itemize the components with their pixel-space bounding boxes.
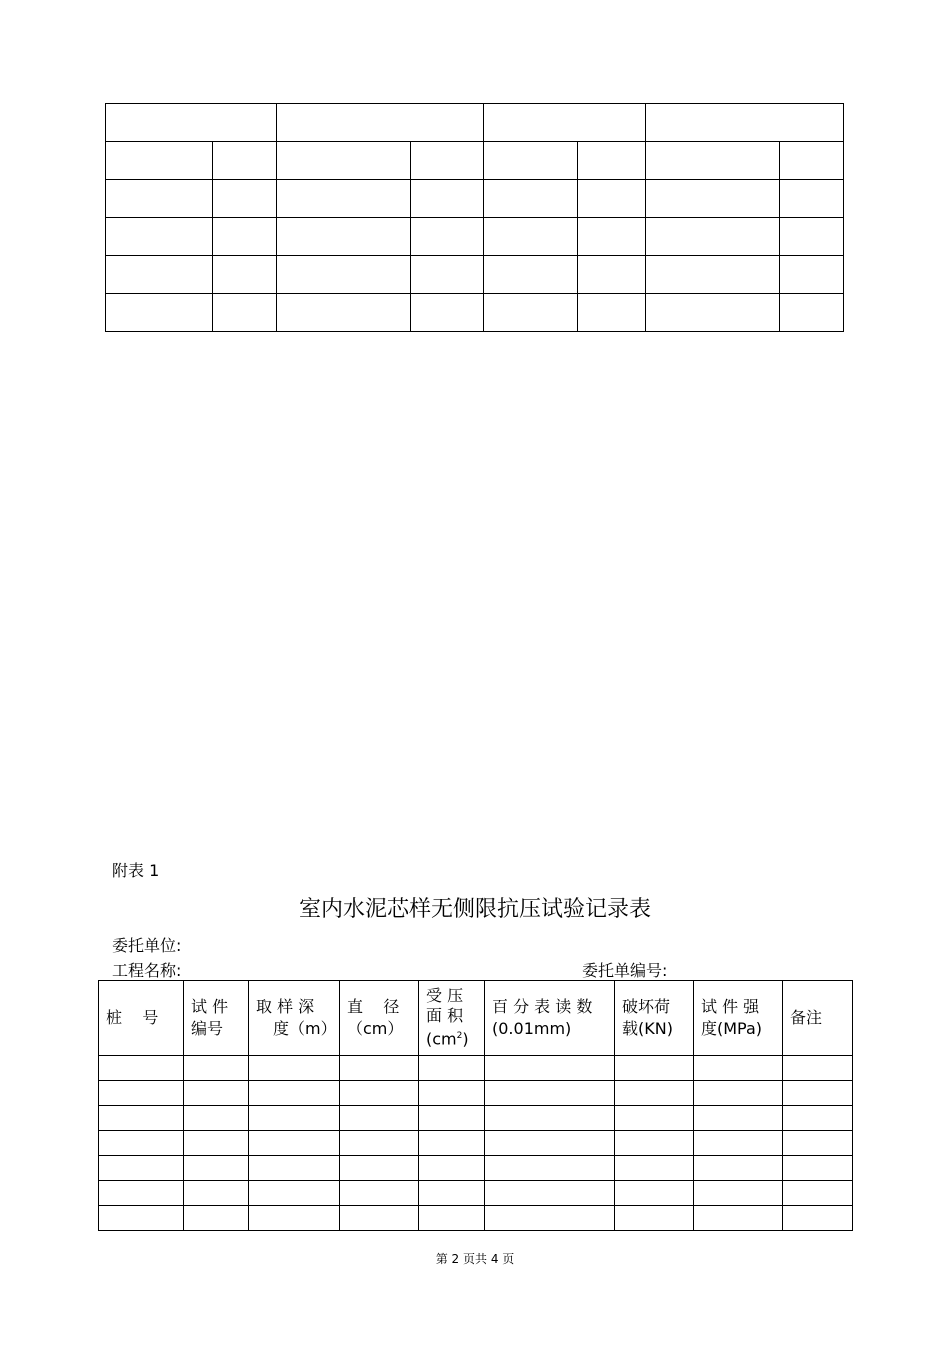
table-cell[interactable] <box>783 1181 853 1206</box>
table-cell[interactable] <box>340 1156 419 1181</box>
table-body <box>99 1056 853 1231</box>
header-sampling-depth: 取 样 深 度（m） <box>249 981 340 1056</box>
table-cell[interactable] <box>694 1131 783 1156</box>
header-compression-area: 受 压 面 积 $(cm^2)$ <box>419 981 485 1056</box>
table-cell[interactable] <box>783 1056 853 1081</box>
table-row <box>106 104 844 142</box>
top-empty-grid <box>105 103 844 332</box>
table-cell[interactable] <box>694 1206 783 1231</box>
test-record-table <box>98 980 853 1231</box>
table-cell[interactable] <box>184 1206 249 1231</box>
table-cell[interactable] <box>485 1081 615 1106</box>
client-field-label: 委托单位: <box>112 936 182 955</box>
table-row <box>99 1181 853 1206</box>
table-cell[interactable] <box>783 1106 853 1131</box>
table-cell[interactable] <box>184 1056 249 1081</box>
annex-label: 附表 1 <box>112 861 160 880</box>
table-cell[interactable] <box>184 1181 249 1206</box>
header-remarks: 备注 <box>783 981 853 1056</box>
project-field-label: 工程名称: <box>112 961 182 980</box>
table-cell[interactable] <box>99 1081 184 1106</box>
table-cell[interactable] <box>783 1156 853 1181</box>
table-cell[interactable] <box>783 1081 853 1106</box>
table-cell[interactable] <box>419 1056 485 1081</box>
header-diameter: 直 径 （cm） <box>340 981 419 1056</box>
table-cell[interactable] <box>419 1156 485 1181</box>
table-cell[interactable] <box>99 1206 184 1231</box>
table-cell[interactable] <box>615 1106 694 1131</box>
table-row <box>106 218 844 256</box>
table-cell[interactable] <box>340 1206 419 1231</box>
table-cell[interactable] <box>783 1206 853 1231</box>
table-header-row <box>99 981 853 1056</box>
table-cell[interactable] <box>99 1106 184 1131</box>
table-row <box>106 294 844 332</box>
table-cell[interactable] <box>184 1156 249 1181</box>
table-cell[interactable] <box>419 1106 485 1131</box>
table-cell[interactable] <box>99 1181 184 1206</box>
table-cell[interactable] <box>340 1131 419 1156</box>
table-cell[interactable] <box>485 1181 615 1206</box>
header-dial-reading: 百 分 表 读 数 (0.01mm) <box>485 981 615 1056</box>
table-cell[interactable] <box>419 1081 485 1106</box>
table-cell[interactable] <box>184 1081 249 1106</box>
table-cell[interactable] <box>485 1206 615 1231</box>
table-cell[interactable] <box>340 1181 419 1206</box>
table-cell[interactable] <box>615 1181 694 1206</box>
table-cell[interactable] <box>249 1206 340 1231</box>
table-cell[interactable] <box>340 1081 419 1106</box>
table-cell[interactable] <box>340 1056 419 1081</box>
table-row <box>99 1131 853 1156</box>
table-cell[interactable] <box>99 1131 184 1156</box>
header-failure-load: 破坏荷 载(KN) <box>615 981 694 1056</box>
header-specimen-strength: 试 件 强 度(MPa) <box>694 981 783 1056</box>
page-number: 第 2 页共 4 页 <box>435 1252 515 1266</box>
table-cell[interactable] <box>485 1131 615 1156</box>
table-cell[interactable] <box>694 1106 783 1131</box>
page-title: 室内水泥芯样无侧限抗压试验记录表 <box>298 897 651 922</box>
table-cell[interactable] <box>184 1106 249 1131</box>
table-cell[interactable] <box>184 1131 249 1156</box>
table-cell[interactable] <box>694 1081 783 1106</box>
table-cell[interactable] <box>249 1081 340 1106</box>
table-cell[interactable] <box>249 1056 340 1081</box>
table-cell[interactable] <box>485 1106 615 1131</box>
table-cell[interactable] <box>99 1156 184 1181</box>
order-no-field-label: 委托单编号: <box>582 961 668 980</box>
table-row <box>99 1156 853 1181</box>
table-cell[interactable] <box>615 1056 694 1081</box>
table-cell[interactable] <box>340 1106 419 1131</box>
table-cell[interactable] <box>419 1206 485 1231</box>
table-cell[interactable] <box>249 1131 340 1156</box>
header-specimen-no: 试 件 编号 <box>184 981 249 1056</box>
table-cell[interactable] <box>419 1181 485 1206</box>
table-cell[interactable] <box>99 1056 184 1081</box>
table-cell[interactable] <box>694 1056 783 1081</box>
table-cell[interactable] <box>615 1206 694 1231</box>
table-cell[interactable] <box>485 1156 615 1181</box>
table-row <box>106 256 844 294</box>
table-cell[interactable] <box>615 1081 694 1106</box>
table-cell[interactable] <box>615 1131 694 1156</box>
table-cell[interactable] <box>615 1156 694 1181</box>
table-cell[interactable] <box>694 1156 783 1181</box>
table-cell[interactable] <box>249 1156 340 1181</box>
table-row <box>99 1206 853 1231</box>
table-cell[interactable] <box>783 1131 853 1156</box>
table-row <box>106 180 844 218</box>
table-cell[interactable] <box>694 1181 783 1206</box>
table-cell[interactable] <box>485 1056 615 1081</box>
table-row <box>99 1056 853 1081</box>
table-cell[interactable] <box>249 1106 340 1131</box>
header-pile-no: 桩 号 <box>99 981 184 1056</box>
table-cell[interactable] <box>419 1131 485 1156</box>
table-row <box>99 1106 853 1131</box>
table-row <box>99 1081 853 1106</box>
table-cell[interactable] <box>249 1181 340 1206</box>
table-row <box>106 142 844 180</box>
